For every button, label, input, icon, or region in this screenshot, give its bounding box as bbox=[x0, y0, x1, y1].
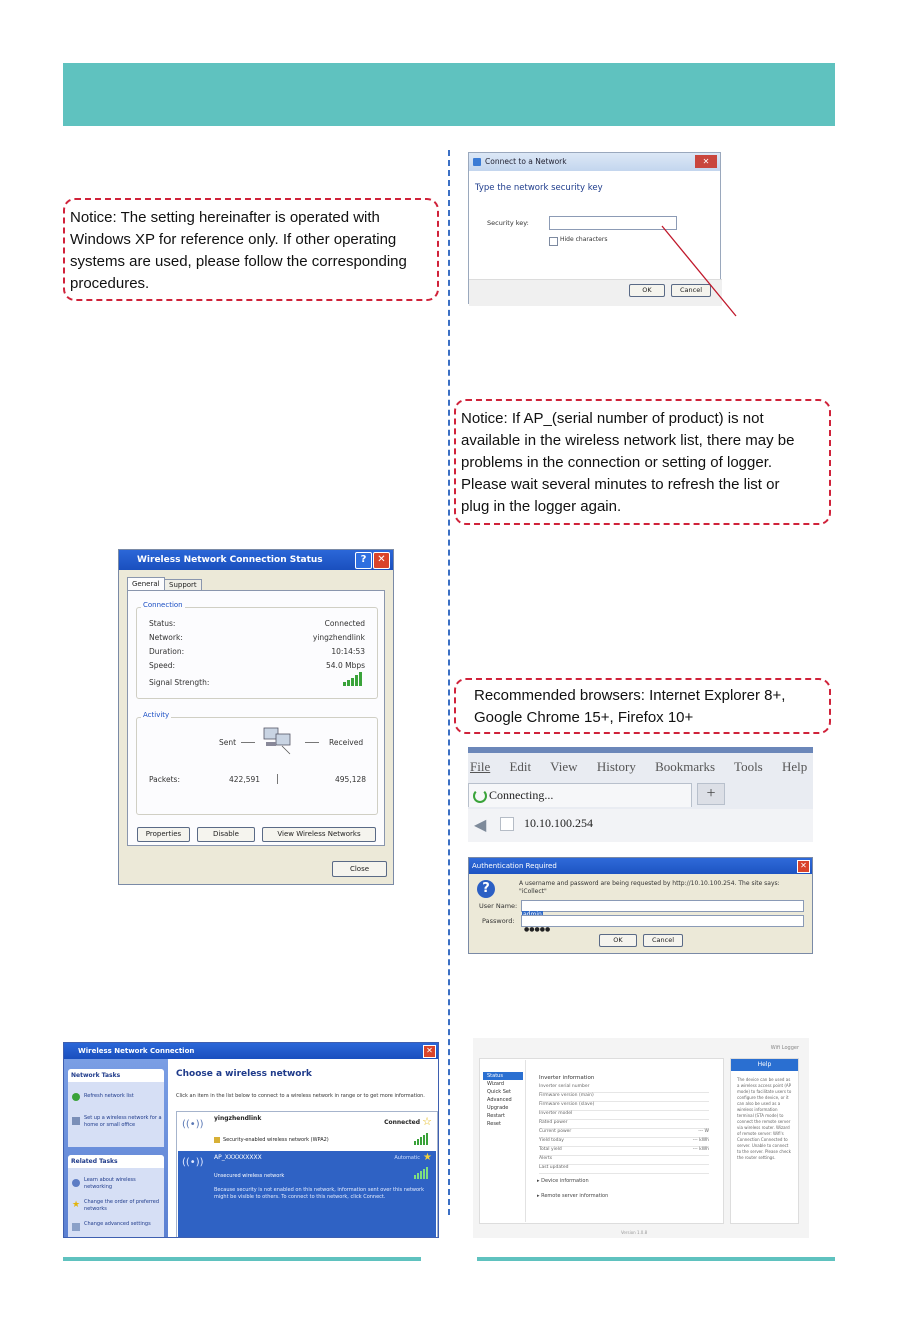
network-note: Because security is not enabled on this network, information sent over this network might be visible to others. To connect to this network, click Connect. bbox=[214, 1187, 425, 1200]
column-divider bbox=[448, 150, 450, 1215]
url-bar[interactable]: 10.10.100.254 bbox=[524, 816, 593, 830]
close-icon[interactable]: ✕ bbox=[423, 1045, 436, 1058]
disable-button[interactable]: Disable bbox=[197, 827, 255, 842]
duration-label: Duration: bbox=[149, 647, 185, 656]
refresh-network-list-link[interactable]: Refresh network list bbox=[84, 1093, 134, 1099]
web-footer: Version 1.0.8 bbox=[621, 1230, 648, 1235]
field-value: --- kWh bbox=[692, 1138, 709, 1143]
new-tab-button[interactable]: + bbox=[697, 783, 725, 805]
signal-strength-label: Signal Strength: bbox=[149, 678, 210, 687]
auth-message: A username and password are being requested by http://10.10.100.254. The site says: "iCollect" bbox=[519, 880, 780, 895]
network-name: AP_XXXXXXXXX bbox=[214, 1154, 262, 1161]
notice-line: systems are used, please follow the corresponding bbox=[70, 253, 407, 270]
nav-item-upgrade[interactable]: Upgrade bbox=[487, 1105, 509, 1111]
auth-titlebar bbox=[469, 858, 812, 874]
nav-item-status[interactable]: Status bbox=[483, 1072, 523, 1080]
notice-line: Notice: The setting hereinafter is operated with bbox=[70, 209, 380, 226]
packets-received: 495,128 bbox=[335, 775, 367, 784]
notice-line: Windows XP for reference only. If other operating bbox=[70, 231, 397, 248]
notice-windows-xp bbox=[63, 198, 439, 301]
star-icon: ★ bbox=[72, 1200, 81, 1210]
menu-view[interactable]: View bbox=[550, 759, 578, 774]
field-value: --- kWh bbox=[692, 1147, 709, 1152]
related-tasks-heading: Related Tasks bbox=[68, 1155, 164, 1168]
ok-button[interactable]: OK bbox=[629, 284, 665, 297]
auth-ok-button[interactable]: OK bbox=[599, 934, 637, 947]
received-label: Received bbox=[329, 738, 364, 747]
activity-group-label: Activity bbox=[143, 711, 170, 719]
username-input[interactable] bbox=[521, 900, 804, 912]
menu-tools[interactable]: Tools bbox=[734, 759, 763, 774]
speed-value: 54.0 Mbps bbox=[326, 661, 365, 670]
help-text: The device can be used as a wireless access point (AP mode) to facilitate users to configure the device, or it can also be used as a wireless information terminal (STA mode) to connect the remote server via wireless router. Wizard of remote server: Wifi's Connection Connected to server. Unable to connect to the server. Please check the router settings. bbox=[737, 1077, 792, 1160]
menu-file[interactable]: File bbox=[470, 759, 491, 774]
menu-history[interactable]: History bbox=[596, 759, 636, 774]
close-button[interactable]: Close bbox=[332, 861, 387, 877]
field-label: Current power bbox=[539, 1129, 572, 1134]
star-icon: ★ bbox=[423, 1152, 432, 1163]
hide-characters-checkbox[interactable] bbox=[549, 237, 558, 246]
security-key-input[interactable] bbox=[549, 216, 677, 230]
close-icon[interactable]: ✕ bbox=[373, 552, 390, 569]
field-row bbox=[539, 1138, 709, 1147]
field-label: Rated power bbox=[539, 1120, 568, 1125]
callout-line bbox=[660, 224, 740, 319]
menu-edit[interactable]: Edit bbox=[509, 759, 532, 774]
logger-web-ui bbox=[473, 1038, 809, 1238]
nav-bar bbox=[468, 809, 813, 842]
field-label: Total yield bbox=[539, 1147, 562, 1152]
field-row bbox=[539, 1156, 709, 1165]
field-row bbox=[539, 1165, 709, 1174]
network-item-yingzhendlink[interactable] bbox=[178, 1113, 436, 1149]
help-icon[interactable]: ? bbox=[355, 552, 372, 569]
expander-label: Remote server information bbox=[541, 1193, 609, 1199]
info-icon bbox=[72, 1179, 80, 1187]
learn-wireless-link[interactable]: Learn about wireless networking bbox=[84, 1177, 136, 1190]
device-info-expander[interactable]: ▸ Device information bbox=[537, 1178, 589, 1184]
field-row bbox=[539, 1102, 709, 1111]
sent-dash bbox=[241, 742, 255, 743]
speed-label: Speed: bbox=[149, 661, 176, 670]
wireless-status-window bbox=[118, 549, 394, 885]
wnc-titlebar bbox=[64, 1043, 438, 1059]
notice-line: plug in the logger again. bbox=[461, 498, 622, 515]
field-label: Inverter serial number bbox=[539, 1084, 590, 1089]
received-dash bbox=[305, 742, 319, 743]
connection-group-label: Connection bbox=[143, 601, 183, 609]
network-security: Security-enabled wireless network (WPA2) bbox=[223, 1137, 329, 1143]
browser-tab[interactable] bbox=[468, 783, 692, 807]
security-key-label: Security key: bbox=[487, 219, 529, 227]
auth-title: Authentication Required bbox=[472, 862, 557, 870]
notice-ap-list bbox=[454, 399, 831, 525]
signal-bars-icon bbox=[414, 1133, 430, 1145]
notice-line: problems in the connection or setting of logger. bbox=[461, 454, 773, 471]
wnc-title: Wireless Network Connection bbox=[78, 1047, 195, 1055]
menu-help[interactable]: Help bbox=[782, 759, 808, 774]
menu-bar bbox=[468, 759, 807, 775]
network-name: yingzhendlink bbox=[214, 1115, 262, 1122]
dialog-title: Connect to a Network bbox=[485, 157, 567, 166]
loading-icon bbox=[473, 789, 487, 803]
nav-separator bbox=[525, 1060, 526, 1222]
packets-separator bbox=[277, 774, 278, 784]
notice-line: procedures. bbox=[70, 275, 150, 292]
notice-line: Recommended browsers: Internet Explorer 8+, bbox=[474, 687, 786, 704]
network-item-ap[interactable] bbox=[178, 1151, 436, 1238]
network-icon bbox=[473, 158, 481, 166]
help-panel bbox=[730, 1058, 799, 1224]
field-label: Last updated bbox=[539, 1165, 569, 1170]
sent-label: Sent bbox=[219, 738, 237, 747]
tab-title: Connecting... bbox=[489, 788, 554, 802]
duration-value: 10:14:53 bbox=[331, 647, 365, 656]
nav-item-wizard[interactable]: Wizard bbox=[487, 1081, 505, 1087]
footer-line-right bbox=[477, 1257, 835, 1261]
username-label: User Name: bbox=[479, 902, 518, 910]
field-row bbox=[539, 1093, 709, 1102]
password-input[interactable] bbox=[521, 915, 804, 933]
dialog-titlebar bbox=[469, 153, 720, 171]
tab-support[interactable]: Support bbox=[164, 579, 202, 591]
antenna-icon: ((•)) bbox=[182, 1119, 204, 1130]
network-tasks-panel bbox=[68, 1069, 164, 1147]
field-value: --- W bbox=[698, 1129, 709, 1134]
status-title: Wireless Network Connection Status bbox=[137, 555, 323, 565]
packets-label: Packets: bbox=[149, 775, 180, 784]
view-wireless-networks-button[interactable]: View Wireless Networks bbox=[262, 827, 376, 842]
network-status: Automatic bbox=[394, 1155, 420, 1161]
nav-menu bbox=[483, 1072, 523, 1128]
field-label: Alerts bbox=[539, 1156, 553, 1161]
header-bar bbox=[63, 63, 835, 126]
firefox-window bbox=[468, 747, 813, 842]
setup-icon bbox=[72, 1117, 80, 1125]
auth-cancel-button[interactable]: Cancel bbox=[643, 934, 683, 947]
signal-bars-icon bbox=[414, 1167, 430, 1179]
tab-general[interactable]: General bbox=[127, 577, 165, 591]
field-row bbox=[539, 1147, 709, 1156]
choose-network-description: Click an item in the list below to connect to a wireless network in range or to get more information. bbox=[176, 1093, 425, 1099]
lock-icon bbox=[214, 1137, 220, 1143]
close-icon[interactable]: ✕ bbox=[797, 860, 810, 873]
nav-item-advanced[interactable]: Advanced bbox=[487, 1097, 512, 1103]
field-row bbox=[539, 1120, 709, 1129]
notice-browsers bbox=[454, 678, 831, 734]
change-order-link[interactable]: Change the order of preferred networks bbox=[84, 1199, 160, 1212]
inverter-info-heading: Inverter information bbox=[539, 1075, 595, 1081]
field-label: Firmware version (main) bbox=[539, 1093, 594, 1098]
help-title: Help bbox=[731, 1059, 798, 1071]
network-value: yingzhendlink bbox=[312, 633, 365, 642]
hide-characters-label: Hide characters bbox=[560, 236, 608, 243]
packets-sent: 422,591 bbox=[229, 775, 261, 784]
status-value: Connected bbox=[324, 619, 365, 628]
network-tasks-heading: Network Tasks bbox=[68, 1069, 164, 1082]
field-label: Yield today bbox=[539, 1138, 564, 1143]
nav-item-restart[interactable]: Restart bbox=[487, 1113, 505, 1119]
properties-button[interactable]: Properties bbox=[137, 827, 190, 842]
network-security: Unsecured wireless network bbox=[214, 1173, 285, 1179]
password-label: Password: bbox=[482, 917, 515, 925]
field-row bbox=[539, 1111, 709, 1120]
authentication-dialog bbox=[468, 857, 813, 954]
field-row bbox=[539, 1084, 709, 1093]
notice-line: Google Chrome 15+, Firefox 10+ bbox=[474, 709, 694, 726]
close-icon[interactable]: ✕ bbox=[695, 155, 717, 168]
cancel-button[interactable]: Cancel bbox=[671, 284, 711, 297]
related-tasks-panel bbox=[68, 1155, 164, 1238]
star-icon: ☆ bbox=[422, 1115, 432, 1128]
firefox-titlebar bbox=[468, 747, 813, 753]
nav-item-reset[interactable]: Reset bbox=[487, 1121, 501, 1127]
notice-line: Notice: If AP_(serial number of product) is not bbox=[461, 410, 764, 427]
field-label: Inverter model bbox=[539, 1111, 573, 1116]
change-advanced-link[interactable]: Change advanced settings bbox=[84, 1221, 151, 1227]
network-status: Connected bbox=[384, 1119, 420, 1126]
network-label: Network: bbox=[149, 633, 183, 642]
question-icon: ? bbox=[477, 880, 495, 898]
field-row bbox=[539, 1129, 709, 1138]
signal-strength-icon bbox=[343, 672, 365, 686]
antenna-icon: ((•)) bbox=[182, 1157, 204, 1168]
field-label: Firmware version (slave) bbox=[539, 1102, 595, 1107]
site-identity-icon bbox=[500, 817, 514, 831]
inverter-field-list bbox=[539, 1084, 709, 1174]
nav-item-quick-set[interactable]: Quick Set bbox=[487, 1089, 511, 1095]
status-label: Status: bbox=[149, 619, 176, 628]
menu-bookmarks[interactable]: Bookmarks bbox=[655, 759, 716, 774]
expander-label: Device information bbox=[541, 1178, 589, 1184]
status-titlebar bbox=[119, 550, 393, 570]
network-computers-icon bbox=[262, 724, 300, 758]
wireless-network-connection-window bbox=[63, 1042, 439, 1238]
top-link[interactable]: Wifi Logger bbox=[770, 1045, 799, 1051]
back-arrow-icon[interactable]: ◀ bbox=[474, 817, 487, 834]
footer-line-left bbox=[63, 1257, 421, 1261]
activity-group bbox=[136, 717, 378, 815]
notice-line: Please wait several minutes to refresh the list or bbox=[461, 476, 780, 493]
password-value: ●●●●● bbox=[524, 926, 551, 933]
notice-line: available in the wireless network list, there may be bbox=[461, 432, 795, 449]
settings-icon bbox=[72, 1223, 80, 1231]
choose-network-heading: Choose a wireless network bbox=[176, 1069, 312, 1079]
dialog-heading: Type the network security key bbox=[475, 183, 603, 193]
setup-wireless-network-link[interactable]: Set up a wireless network for a home or small office bbox=[84, 1115, 162, 1128]
refresh-icon bbox=[72, 1093, 80, 1101]
remote-server-expander[interactable]: ▸ Remote server information bbox=[537, 1193, 609, 1199]
